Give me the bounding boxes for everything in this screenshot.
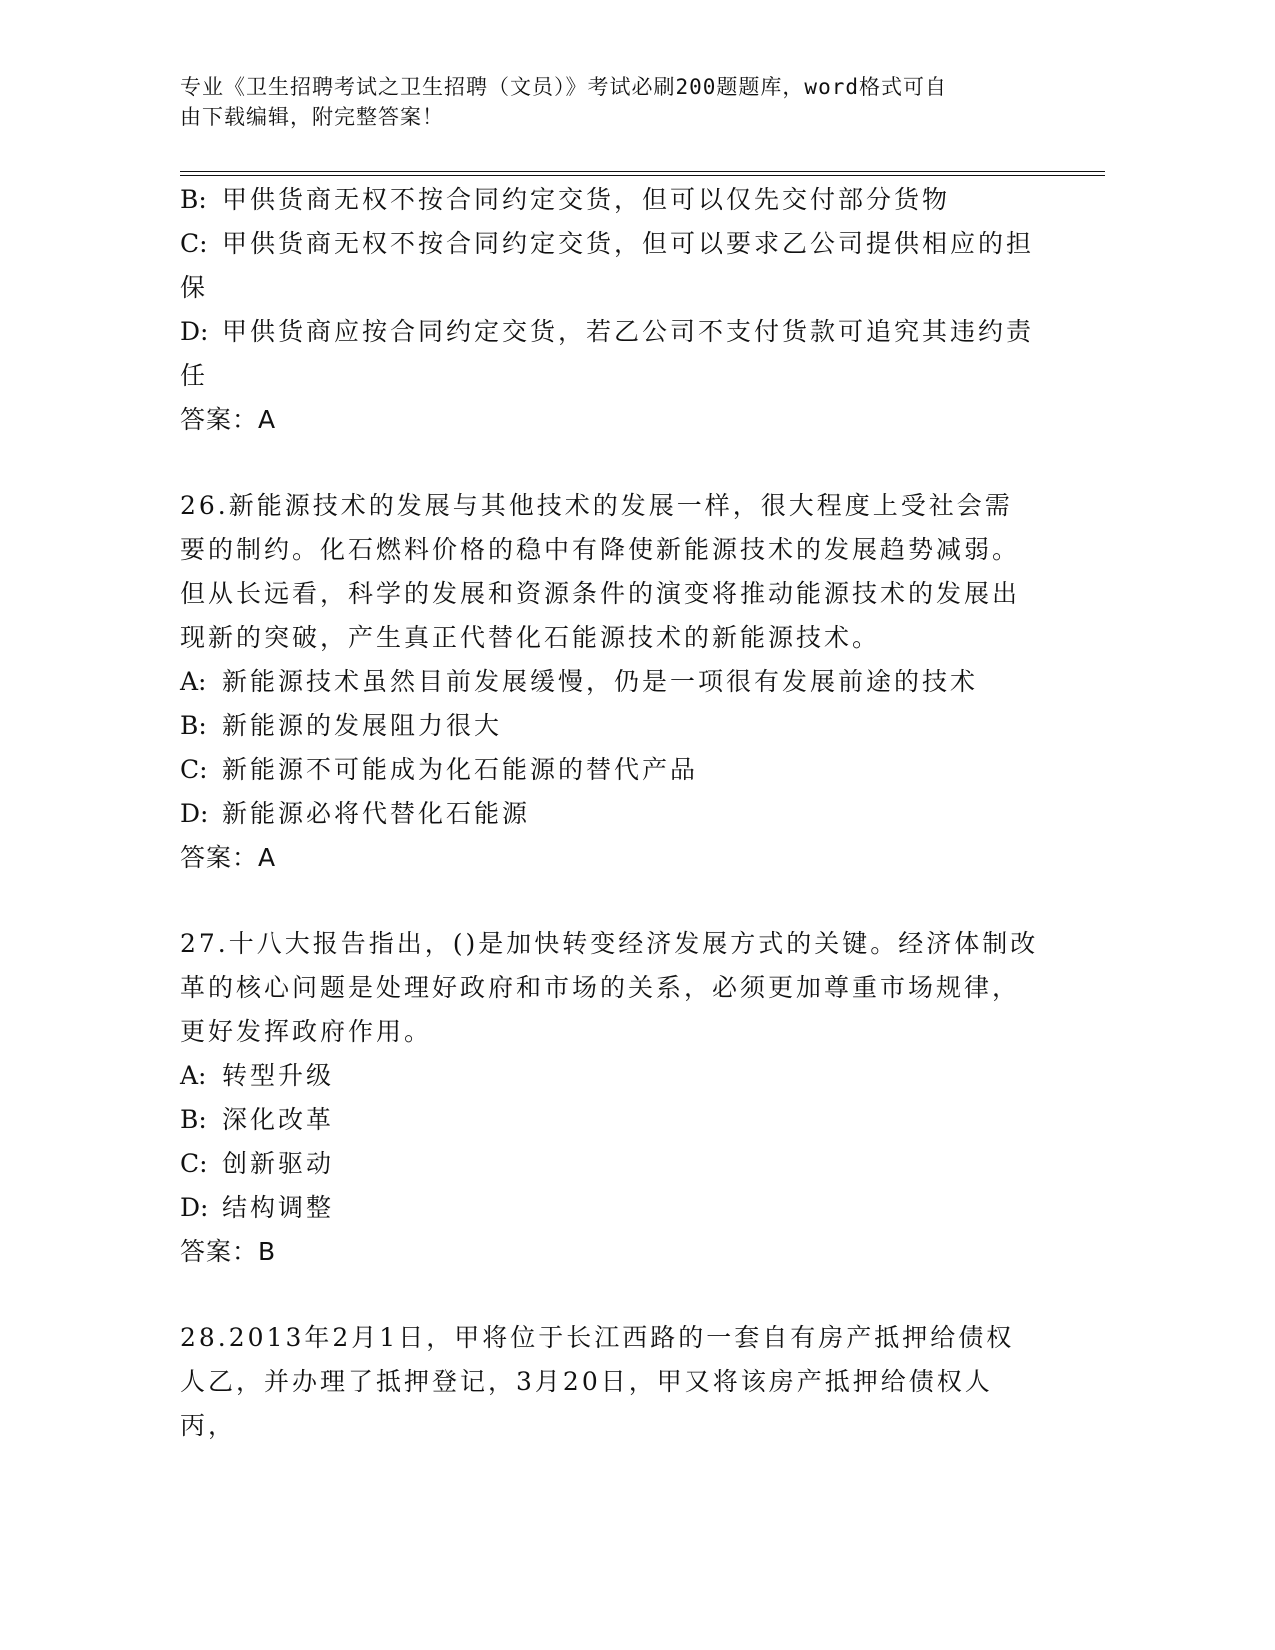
question-content [180,178,1040,1448]
option-text: 新能源的发展阻力很大 [222,711,503,740]
answer-25: 答案：A [180,405,277,434]
option-text: 转型升级 [222,1061,335,1090]
option-d [180,1186,1040,1230]
option-b [180,178,1040,222]
option-c [180,748,1040,792]
option-text: 甲供货商无权不按合同约定交货，但可以仅先交付部分货物 [222,185,951,214]
option-text: 新能源不可能成为化石能源的替代产品 [222,755,699,784]
option-label: A: [180,1061,207,1090]
option-label: D: [180,799,209,828]
option-text: 新能源必将代替化石能源 [222,799,531,828]
option-label: A: [180,667,207,696]
spacer [180,1274,1040,1316]
option-label: C: [180,755,208,784]
question-28-stem: 28.2013年2月1日，甲将位于长江西路的一套自有房产抵押给债权人乙，并办理了抵押登记，3月20日，甲又将该房产抵押给债权人丙， [180,1323,1015,1440]
spacer [180,880,1040,922]
option-a [180,660,1040,704]
option-c [180,1142,1040,1186]
option-label: C: [180,1149,208,1178]
header-line-1: 专业《卫生招聘考试之卫生招聘（文员）》考试必刷200题题库，word格式可自 [180,75,947,99]
option-label: C: [180,229,208,258]
question-27-stem: 27.十八大报告指出，()是加快转变经济发展方式的关键。经济体制改革的核心问题是处理好政府和市场的关系，必须更加尊重市场规律，更好发挥政府作用。 [180,929,1039,1046]
answer-27: 答案：B [180,1237,277,1266]
option-c [180,222,1040,310]
option-text: 甲供货商应按合同约定交货，若乙公司不支付货款可追究其违约责任 [180,317,1035,390]
option-label: D: [180,1193,209,1222]
option-label: B: [180,185,207,214]
header-line-2: 由下载编辑，附完整答案！ [180,105,444,129]
option-text: 创新驱动 [222,1149,335,1178]
option-a [180,1054,1040,1098]
document-header [180,72,1060,132]
option-text: 甲供货商无权不按合同约定交货，但可以要求乙公司提供相应的担保 [180,229,1035,302]
answer-26: 答案：A [180,843,277,872]
option-label: B: [180,711,207,740]
header-divider-top [180,171,1105,172]
option-label: B: [180,1105,207,1134]
option-text: 新能源技术虽然目前发展缓慢，仍是一项很有发展前途的技术 [222,667,979,696]
option-d [180,310,1040,398]
option-d [180,792,1040,836]
question-25-options [180,178,1040,398]
header-divider-bottom [180,175,1105,176]
spacer [180,442,1040,484]
option-b [180,1098,1040,1142]
option-text: 结构调整 [222,1193,335,1222]
option-b [180,704,1040,748]
option-text: 深化改革 [222,1105,335,1134]
question-26-stem: 26.新能源技术的发展与其他技术的发展一样，很大程度上受社会需要的制约。化石燃料价格的稳中有降使新能源技术的发展趋势减弱。但从长远看，科学的发展和资源条件的演变将推动能源技术的发展出现新的突破，产生真正代替化石能源技术的新能源技术。 [180,491,1021,652]
option-label: D: [180,317,209,346]
